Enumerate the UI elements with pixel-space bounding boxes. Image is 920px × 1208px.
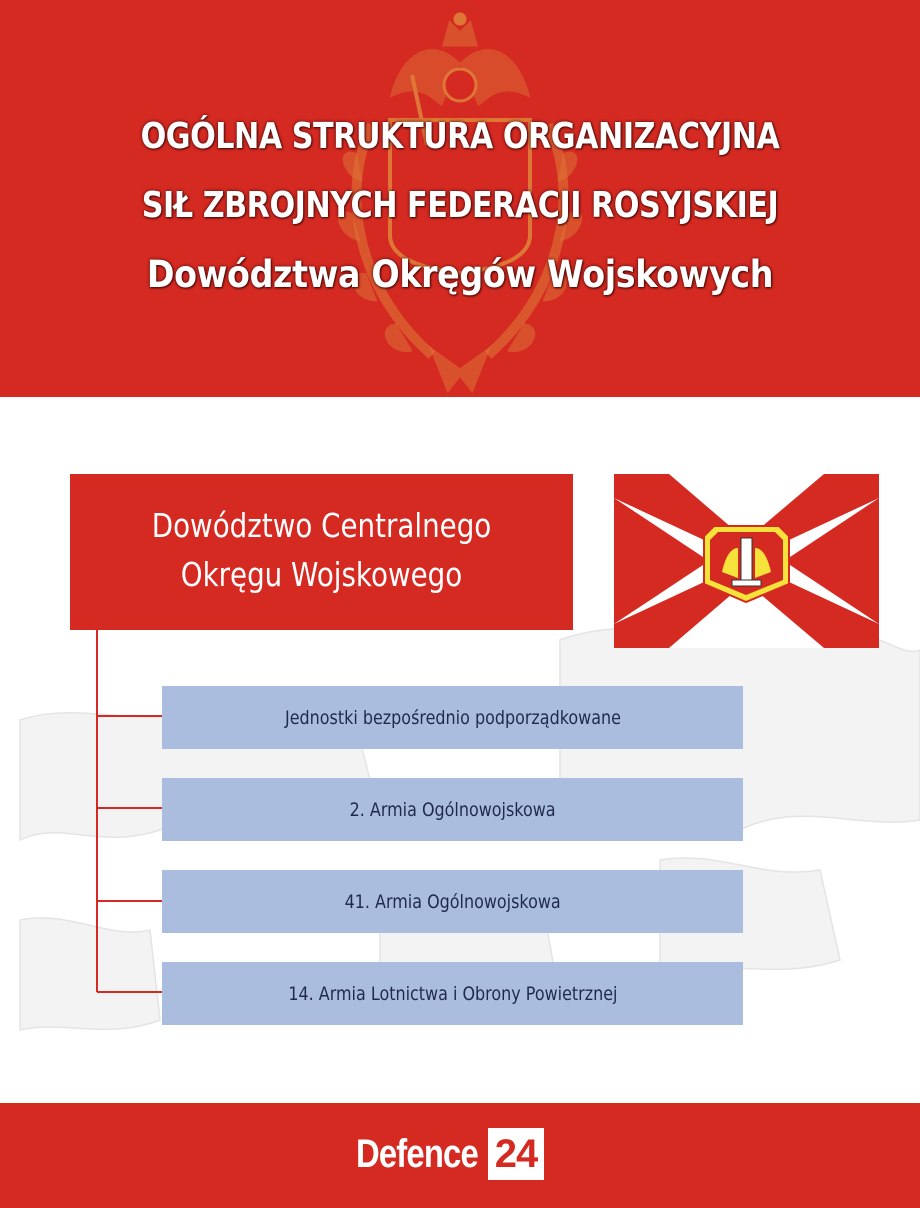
unit-label: 41. Armia Ogólnowojskowa bbox=[344, 890, 561, 913]
unit-label: Jednostki bezpośrednio podporządkowane bbox=[284, 706, 621, 729]
defence24-logo[interactable] bbox=[356, 1128, 544, 1180]
unit-box bbox=[162, 686, 743, 749]
hq-label: Dowództwo Centralnego Okręgu Wojskowego bbox=[151, 506, 492, 594]
title-line-2: SIŁ ZBROJNYCH FEDERACJI ROSYJSKIEJ bbox=[141, 185, 779, 226]
title-line-3: Dowództwa Okręgów Wojskowych bbox=[146, 253, 774, 296]
unit-box bbox=[162, 962, 743, 1025]
logo-text: Defence bbox=[356, 1131, 478, 1176]
district-flag-icon bbox=[614, 474, 879, 648]
unit-box bbox=[162, 778, 743, 841]
logo-number-badge: 24 bbox=[488, 1128, 544, 1180]
unit-label: 2. Armia Ogólnowojskowa bbox=[349, 798, 556, 821]
unit-box bbox=[162, 870, 743, 933]
hq-box bbox=[70, 474, 573, 630]
page-title bbox=[0, 118, 920, 325]
title-line-1: OGÓLNA STRUKTURA ORGANIZACYJNA bbox=[140, 116, 780, 157]
header-banner bbox=[0, 0, 920, 397]
unit-label: 14. Armia Lotnictwa i Obrony Powietrznej bbox=[287, 982, 618, 1005]
